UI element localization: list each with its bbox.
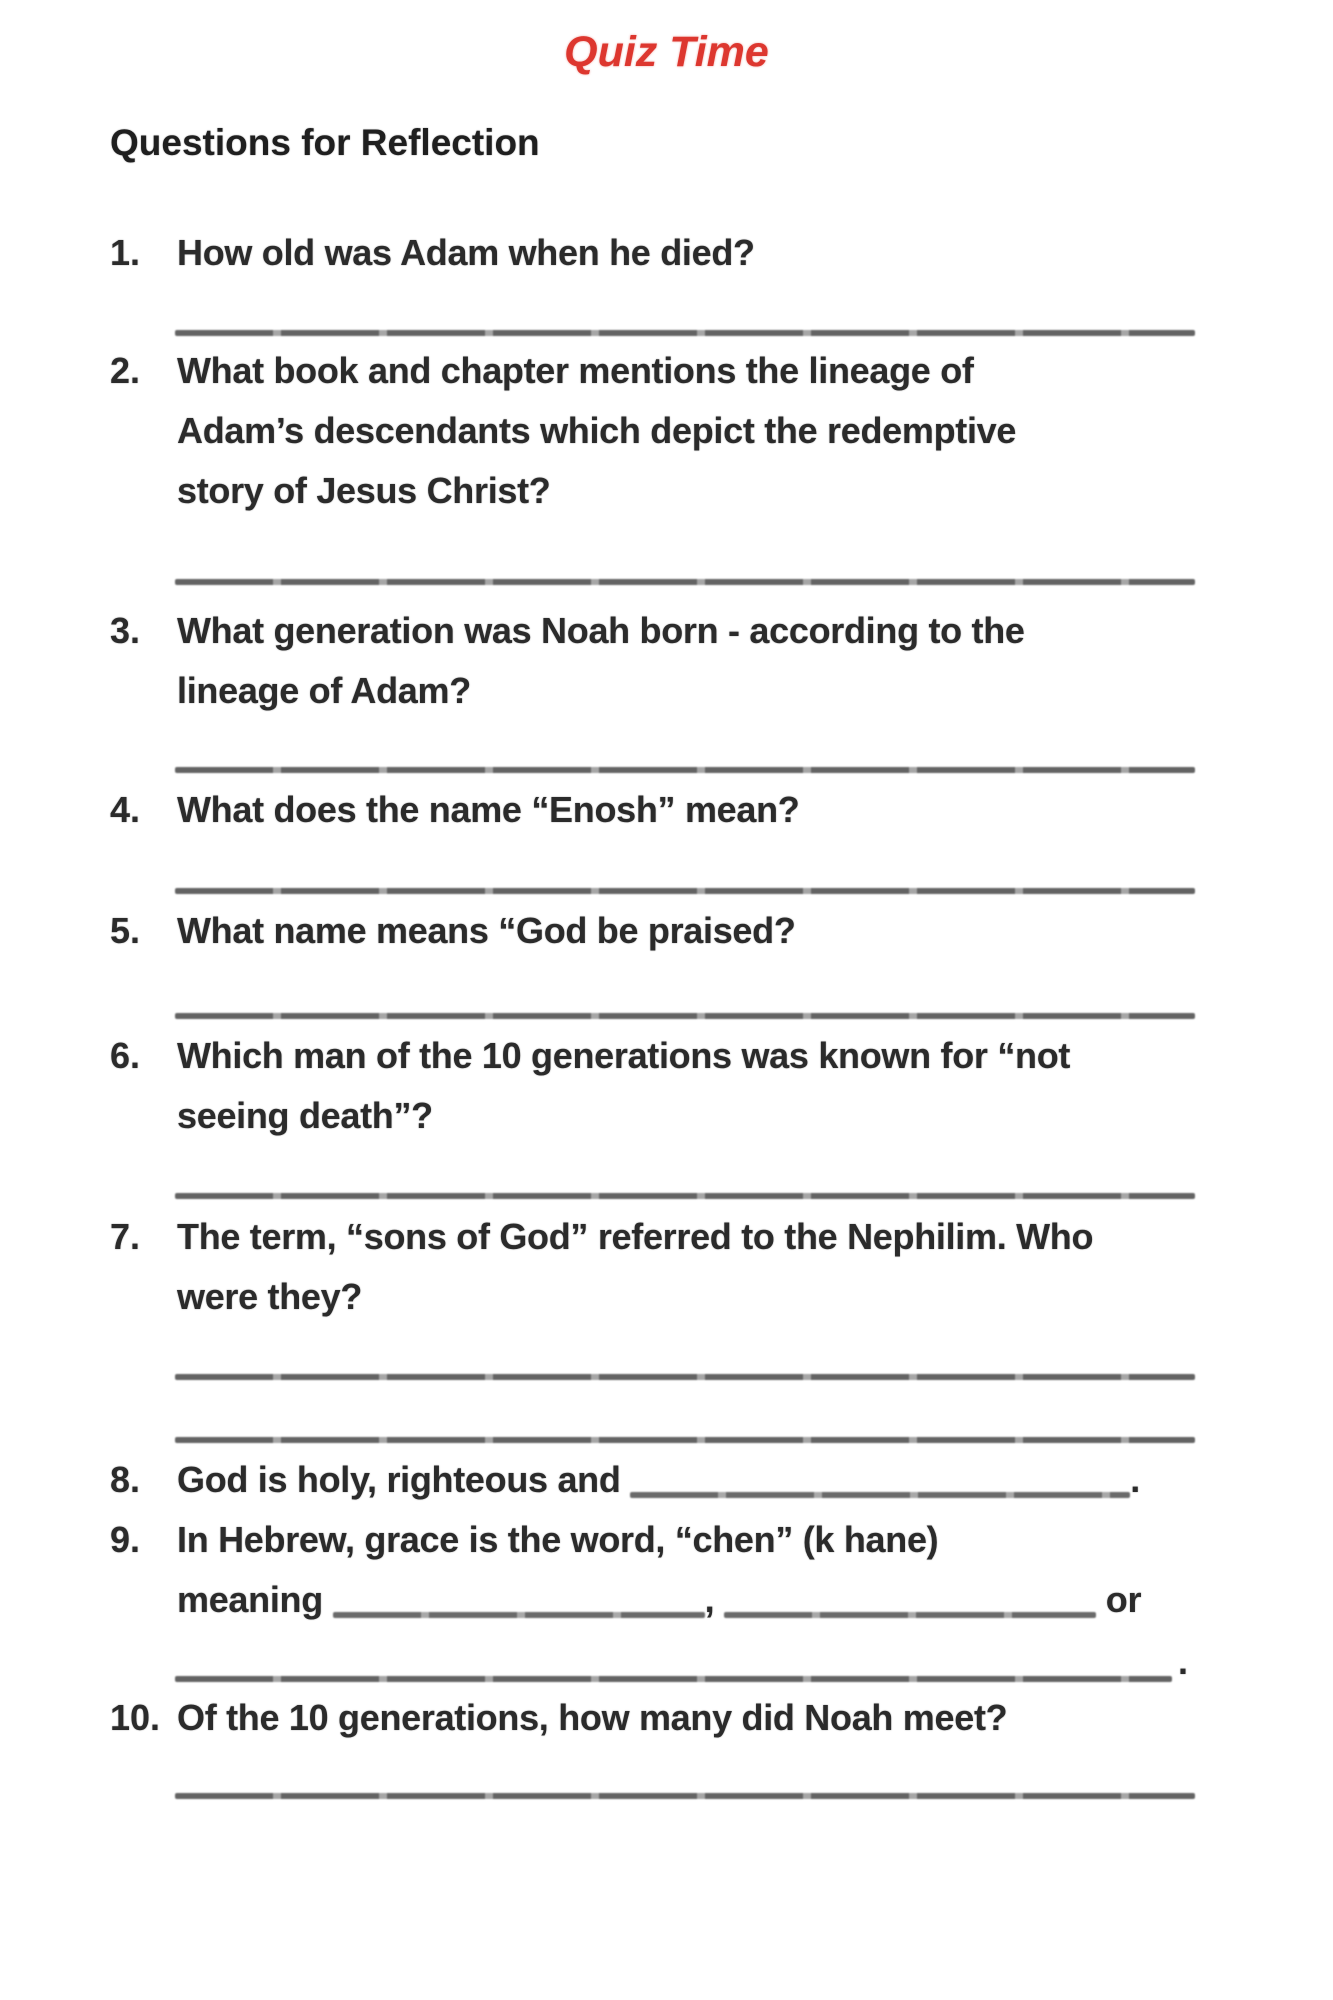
question-row (110, 1450, 1260, 1510)
answer-blank-line (175, 1676, 1172, 1682)
section-heading: Questions for Reflection (110, 122, 540, 163)
question-text-segment: story of Jesus Christ? (177, 470, 551, 511)
question-line (177, 1086, 1070, 1146)
question-row (110, 780, 1260, 840)
question-number: 8. (110, 1459, 141, 1500)
question-row (110, 1207, 1260, 1327)
question-line (177, 1510, 1141, 1570)
question-line (177, 461, 1016, 521)
question-line (177, 901, 796, 961)
question-number: 6. (110, 1035, 141, 1076)
question-text (177, 1026, 1070, 1146)
question-text-segment: is the word, (458, 1519, 675, 1560)
question-number: 2. (110, 350, 141, 391)
question-text (177, 901, 796, 961)
question-text-segment: lineage of Adam? (177, 670, 471, 711)
question-text (177, 601, 1025, 721)
inline-answer-blank (724, 1612, 1096, 1618)
answer-blank-line (175, 767, 1195, 773)
question-text (177, 341, 1016, 521)
question-text (177, 1450, 1140, 1510)
question-line (177, 1207, 1093, 1267)
question-number: 7. (110, 1216, 141, 1257)
answer-blank-line (175, 1437, 1195, 1443)
quiz-title: Quiz Time (564, 28, 769, 76)
question-text (177, 780, 800, 840)
answer-blank-line (175, 330, 1195, 336)
question-text-segment: seeing death”? (177, 1095, 433, 1136)
question-number: 4. (110, 789, 141, 830)
answer-blank-line (175, 1374, 1195, 1380)
question-line (177, 780, 800, 840)
question-text (177, 1510, 1141, 1630)
question-row (110, 901, 1260, 961)
question-line (177, 1267, 1093, 1327)
question-line (177, 401, 1016, 461)
question-text (177, 1688, 1007, 1748)
question-line (177, 661, 1025, 721)
blank-line-period: . (1178, 1641, 1189, 1682)
question-line (177, 1450, 1140, 1510)
question-line (177, 1688, 1007, 1748)
inline-answer-blank (630, 1492, 1130, 1498)
question-row (110, 601, 1260, 721)
question-number: 3. (110, 610, 141, 651)
inline-answer-blank (333, 1612, 705, 1618)
answer-blank-line (175, 1193, 1195, 1199)
question-text-segment: What generation was Noah born - according to the (177, 610, 1025, 651)
question-line (177, 341, 1016, 401)
question-text-segment: The term, “sons of God” referred to the Nephilim. Who (177, 1216, 1094, 1257)
question-text-segment: , (704, 1579, 725, 1620)
question-text-segment: Which man of the 10 generations was known for “not (177, 1035, 1071, 1076)
question-text-segment: grace (364, 1519, 459, 1560)
question-line (177, 1026, 1070, 1086)
question-row (110, 341, 1260, 521)
question-text-segment: What book and chapter mentions the lineage of (177, 350, 974, 391)
question-number: 1. (110, 232, 141, 273)
question-text-segment: Adam’s descendants which depict the redemptive (177, 410, 1017, 451)
question-number: 9. (110, 1519, 141, 1560)
question-text-segment: were they? (177, 1276, 363, 1317)
question-text (177, 1207, 1093, 1327)
answer-blank-line (175, 1013, 1195, 1019)
question-line (177, 601, 1025, 661)
answer-blank-line (175, 579, 1195, 585)
question-row (110, 223, 1260, 283)
question-text-segment: meaning (177, 1579, 333, 1620)
question-row (110, 1510, 1260, 1630)
question-text-segment: “chen” (k hane) (674, 1519, 939, 1560)
question-text-segment: or (1096, 1579, 1142, 1620)
question-text-segment: Of the 10 generations, how many did Noah meet? (177, 1697, 1008, 1738)
question-text-segment: How old was Adam when he died? (177, 232, 755, 273)
question-text-segment: God is holy, righteous and (177, 1459, 631, 1500)
question-line (177, 223, 755, 283)
question-text-segment: In Hebrew, (177, 1519, 365, 1560)
question-number: 10. (110, 1697, 161, 1738)
question-text-segment: What does the name “Enosh” mean? (177, 789, 800, 830)
answer-blank-line (175, 888, 1195, 894)
question-row (110, 1026, 1260, 1146)
question-text (177, 223, 755, 283)
question-number: 5. (110, 910, 141, 951)
question-text-segment: What name means “God be praised? (177, 910, 796, 951)
question-line (177, 1570, 1141, 1630)
question-row (110, 1688, 1260, 1748)
answer-blank-line (175, 1793, 1195, 1799)
question-text-segment: . (1130, 1459, 1140, 1500)
